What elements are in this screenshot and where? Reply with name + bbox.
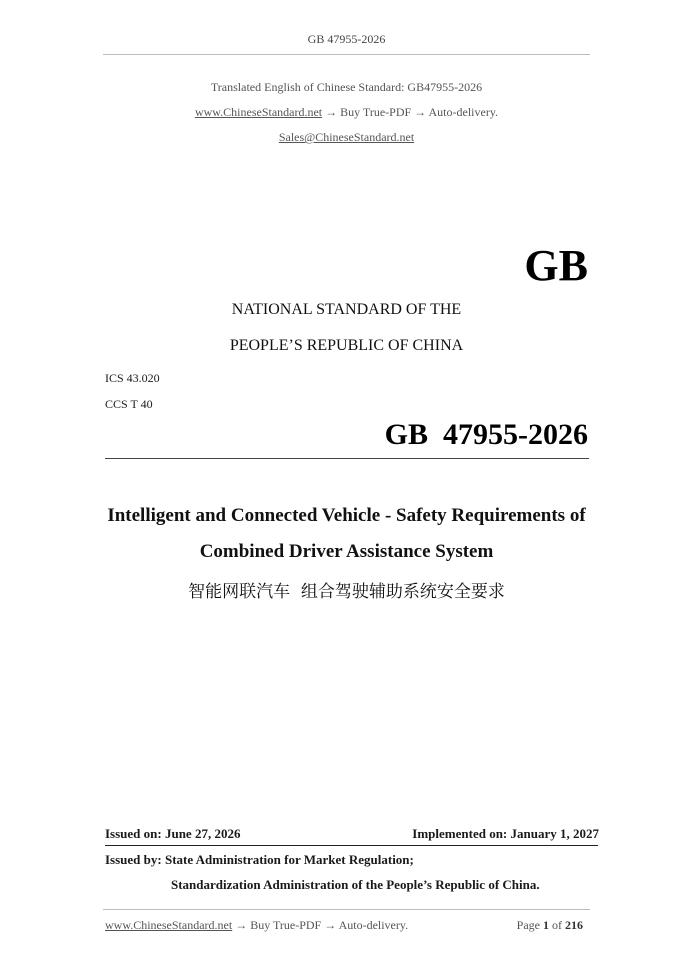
implemented-on-date: Implemented on: January 1, 2027 xyxy=(412,826,599,841)
footer-divider xyxy=(103,909,590,910)
national-standard-line-1: NATIONAL STANDARD OF THE xyxy=(231,301,462,318)
title-chinese: 智能网联汽车 组合驾驶辅助系统安全要求 xyxy=(188,582,505,602)
site-link[interactable]: www.ChineseStandard.net xyxy=(194,105,323,119)
promo-line-3 xyxy=(0,130,693,145)
issued-on-date: Issued on: June 27, 2026 xyxy=(105,826,241,841)
page-label: Page xyxy=(516,918,540,932)
title-english-line-2: Combined Driver Assistance System xyxy=(199,541,494,562)
email-link[interactable]: Sales@ChineseStandard.net xyxy=(278,130,415,144)
ics-code: ICS 43.020 xyxy=(105,371,160,385)
footer-site-link[interactable]: www.ChineseStandard.net xyxy=(105,918,233,932)
footer-promo-rest: → Buy True-PDF → Auto-delivery. xyxy=(235,918,409,932)
promo-line-2-rest: → Buy True-PDF → Auto-delivery. xyxy=(325,105,499,119)
issued-by-line-2: Standardization Administration of the People’s Republic of China. xyxy=(171,877,540,892)
page-indicator xyxy=(517,918,583,933)
dates-divider xyxy=(105,845,598,846)
ccs-code: CCS T 40 xyxy=(105,397,153,411)
promo-line-2 xyxy=(0,105,693,120)
of-label: of xyxy=(552,918,562,932)
header-doc-number: GB 47955-2026 xyxy=(307,32,386,46)
page-current: 1 xyxy=(543,918,549,932)
footer-promo xyxy=(105,918,408,933)
national-standard-line-2: PEOPLE’S REPUBLIC OF CHINA xyxy=(229,337,464,354)
issued-by-line-1: Issued by: State Administration for Market Regulation; xyxy=(105,852,414,867)
standard-number-divider xyxy=(105,458,589,459)
standard-number: GB 47955-2026 xyxy=(384,418,588,451)
promo-line-1: Translated English of Chinese Standard: GB47955-2026 xyxy=(210,80,483,94)
header-divider xyxy=(103,54,590,55)
gb-mark: GB xyxy=(524,241,588,290)
title-english-line-1: Intelligent and Connected Vehicle - Safety Requirements of xyxy=(107,505,586,526)
page-total: 216 xyxy=(565,918,583,932)
